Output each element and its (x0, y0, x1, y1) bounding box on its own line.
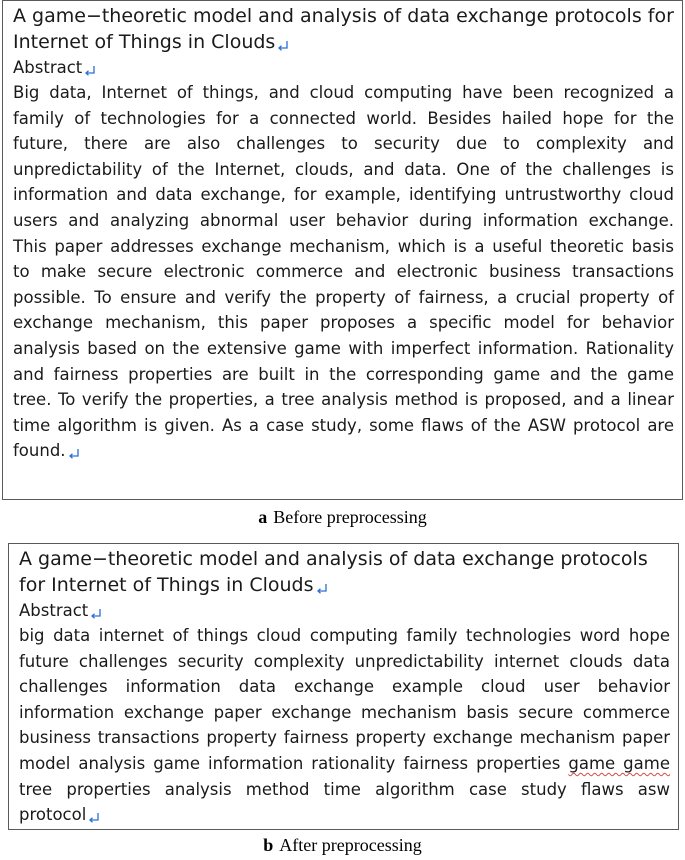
paragraph-return-icon (90, 608, 102, 620)
document-panel-after (8, 543, 679, 830)
paragraph-return-icon (68, 448, 80, 460)
abstract-heading-text: Abstract (19, 601, 89, 620)
paper-title (13, 3, 674, 55)
preprocessed-body (19, 623, 670, 828)
paragraph-return-icon (84, 65, 96, 77)
caption-letter: a (258, 507, 268, 527)
caption-text: After preprocessing (279, 835, 422, 855)
caption-text: Before preprocessing (273, 507, 427, 527)
abstract-heading (19, 598, 670, 623)
abstract-heading-text: Abstract (13, 58, 83, 77)
abstract-heading (13, 55, 674, 80)
abstract-body-text: Big data, Internet of things, and cloud computing have been recognized a family of technologies for a connected world. Besides hailed hope for the future, there are also challenges to security due to complexity and unpredictability of the Internet, clouds, and data. One of the challenges is information and data exchange, for example, identifying untrustworthy cloud users and analyzing abnormal user behavior during information exchange. This paper addresses exchange mechanism, which is a useful theoretic basis to make secure electronic commerce and electronic business transactions possible. To ensure and verify the property of fairness, a crucial property of exchange mechanism, this paper proposes a specific model for behavior analysis based on the extensive game with imperfect information. Rationality and fairness properties are built in the corresponding game and the game tree. To verify the properties, a tree analysis method is proposed, and a linear time algorithm is given. As a case study, some flaws of the ASW protocol are found. (13, 83, 674, 461)
paper-title-text: A game−theoretic model and analysis of data exchange protocols for Internet of Things in Clouds (19, 548, 648, 596)
paragraph-return-icon (88, 812, 100, 824)
paper-title-text: A game−theoretic model and analysis of data exchange protocols for Internet of Things in Clouds (13, 5, 674, 53)
paragraph-return-icon (277, 40, 289, 52)
paragraph-return-icon (316, 583, 328, 595)
preprocessed-text-end: tree properties analysis method time algorithm case study flaws asw protocol (19, 779, 670, 825)
abstract-body (13, 80, 674, 464)
figure-caption-a (0, 507, 685, 528)
preprocessed-text: big data internet of things cloud computing family technologies word hope future challenges security complexity unpredictability internet clouds data challenges information data exchange example cloud user behavior information exchange paper exchange mechanism basis secure commerce business transactions property fairness property exchange mechanism paper model analysis game information rationality fairness properties (19, 626, 670, 773)
caption-letter: b (263, 835, 274, 855)
spellcheck-marked-text: game game (568, 753, 670, 773)
document-panel-before (2, 0, 683, 500)
figure-caption-b (0, 835, 685, 856)
paper-title (19, 546, 670, 598)
